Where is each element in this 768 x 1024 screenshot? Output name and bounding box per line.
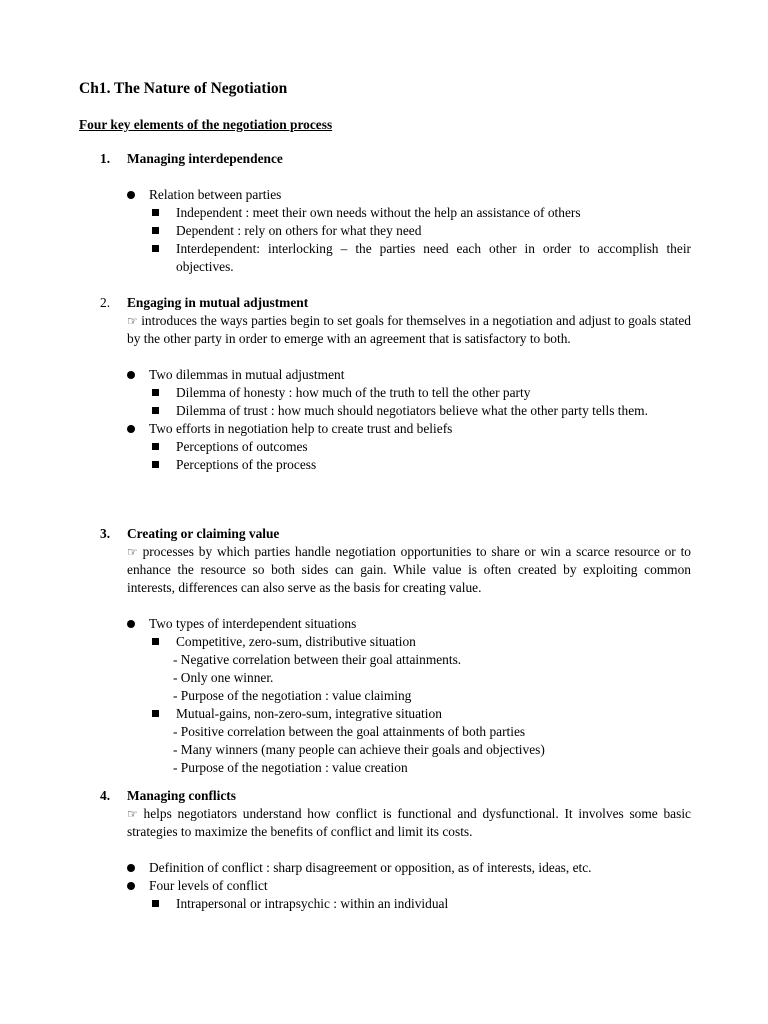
section-number: 4. (100, 788, 111, 803)
sub-bullet-item: Mutual-gains, non-zero-sum, integrative situation (79, 705, 691, 723)
section-creating-claiming-value (79, 525, 691, 777)
bullet-dot-icon (127, 864, 135, 872)
section-heading-text: Creating or claiming value (127, 526, 280, 541)
sub-bullet-item: Independent : meet their own needs without the help an assistance of others (79, 204, 691, 222)
bullet-item: Four levels of conflict (79, 877, 691, 895)
bullet-dot-icon (127, 191, 135, 199)
bullet-item: Two dilemmas in mutual adjustment (79, 366, 691, 384)
section-paragraph: ☞ introduces the ways parties begin to set goals for themselves in a negotiation and adjust to goals stated by the other party in order to emerge with an agreement that is satisfactory to both. (127, 313, 691, 346)
page-title: Ch1. The Nature of Negotiation (79, 80, 288, 97)
square-bullet-icon (152, 638, 159, 645)
section-paragraph: ☞ helps negotiators understand how conflict is functional and dysfunctional. It involves some basic strategies to maximize the benefits of conflict and limit its costs. (127, 806, 691, 839)
section-heading (79, 294, 691, 312)
section-number: 2. (100, 295, 111, 310)
sub-bullet-item: Interdependent: interlocking – the parties need each other in order to accomplish their objectives. (79, 240, 691, 276)
square-bullet-icon (152, 389, 159, 396)
pointing-hand-icon: ☞ (127, 314, 138, 328)
bullet-dot-icon (127, 882, 135, 890)
square-bullet-icon (152, 209, 159, 216)
sub-bullet-item: Dependent : rely on others for what they need (79, 222, 691, 240)
sub-bullet-item: Perceptions of the process (79, 456, 691, 474)
section-number: 3. (100, 526, 111, 541)
square-bullet-icon (152, 710, 159, 717)
detail-line: - Many winners (many people can achieve their goals and objectives) (173, 742, 545, 757)
detail-line: - Only one winner. (173, 670, 274, 685)
document-subtitle: Four key elements of the negotiation process (79, 117, 333, 132)
bullet-dot-icon (127, 425, 135, 433)
bullet-item: Two types of interdependent situations (79, 615, 691, 633)
square-bullet-icon (152, 900, 159, 907)
bullet-item: Relation between parties (79, 186, 691, 204)
section-heading-text: Managing conflicts (127, 788, 236, 803)
detail-line: - Negative correlation between their goal attainments. (173, 652, 462, 667)
detail-line: - Purpose of the negotiation : value claiming (173, 688, 412, 703)
square-bullet-icon (152, 407, 159, 414)
section-number: 1. (100, 151, 111, 166)
sub-bullet-item: Perceptions of outcomes (79, 438, 691, 456)
detail-line: - Purpose of the negotiation : value creation (173, 760, 408, 775)
section-heading-text: Engaging in mutual adjustment (127, 295, 309, 310)
square-bullet-icon (152, 461, 159, 468)
section-heading-text: Managing interdependence (127, 151, 283, 166)
document-page (79, 78, 691, 911)
section-managing-conflicts (79, 787, 691, 913)
bullet-dot-icon (127, 371, 135, 379)
sub-bullet-item: Intrapersonal or intrapsychic : within an individual (79, 895, 691, 913)
sub-bullet-item: Dilemma of trust : how much should negotiators believe what the other party tells them. (79, 402, 691, 420)
section-managing-interdependence (79, 150, 691, 276)
section-heading (79, 150, 691, 168)
sub-bullet-item: Dilemma of honesty : how much of the truth to tell the other party (79, 384, 691, 402)
pointing-hand-icon: ☞ (127, 807, 138, 821)
square-bullet-icon (152, 227, 159, 234)
section-heading (79, 525, 691, 543)
detail-line: - Positive correlation between the goal attainments of both parties (173, 724, 526, 739)
bullet-item: Two efforts in negotiation help to create trust and beliefs (79, 420, 691, 438)
square-bullet-icon (152, 443, 159, 450)
bullet-dot-icon (127, 620, 135, 628)
square-bullet-icon (152, 245, 159, 252)
pointing-hand-icon: ☞ (127, 545, 138, 559)
section-heading (79, 787, 691, 805)
section-paragraph: ☞ processes by which parties handle negotiation opportunities to share or win a scarce resource or to enhance the resource so both sides can gain. While value is often created by exploiting common interests, differences can also serve as the basis for creating value. (127, 544, 691, 595)
bullet-item: Definition of conflict : sharp disagreement or opposition, as of interests, ideas, etc. (79, 859, 691, 877)
section-mutual-adjustment (79, 294, 691, 474)
sub-bullet-item: Competitive, zero-sum, distributive situation (79, 633, 691, 651)
